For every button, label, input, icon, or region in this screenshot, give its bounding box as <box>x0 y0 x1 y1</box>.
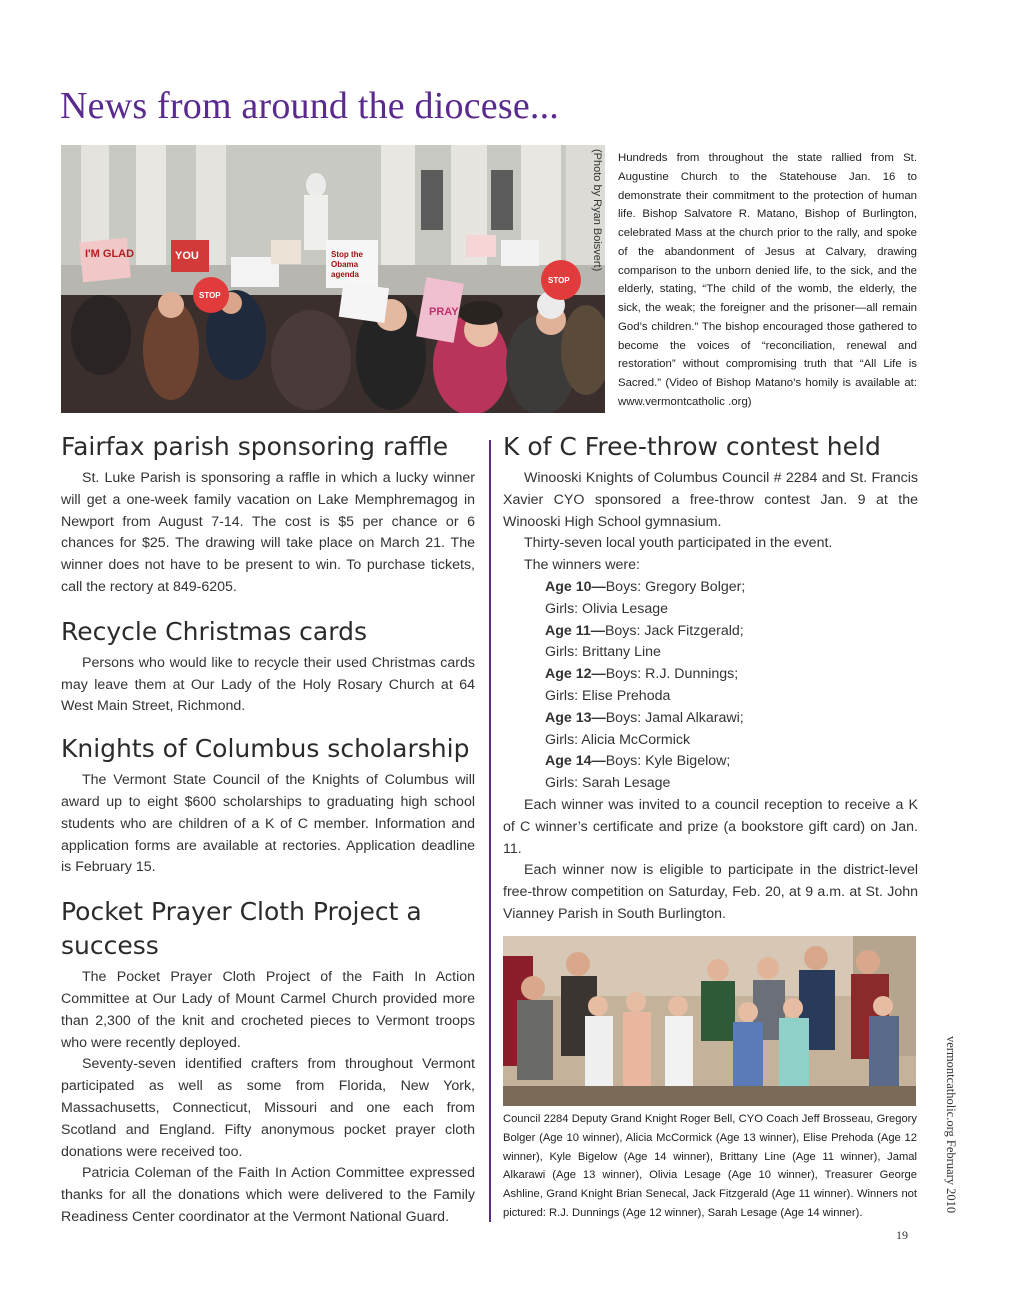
article-title: Fairfax parish sponsoring raffle <box>61 432 449 461</box>
article-title: Pocket Prayer Cloth Project a success <box>61 897 422 961</box>
svg-text:PRAY: PRAY <box>429 306 459 318</box>
article-recycle <box>61 615 475 718</box>
article-title: Knights of Columbus scholarship <box>61 734 470 764</box>
article-title: K of C Free-throw contest held <box>503 432 881 461</box>
winner-age: Age 11— <box>545 622 605 639</box>
column-divider <box>489 440 491 1222</box>
svg-text:agenda: agenda <box>331 270 360 279</box>
page-title: News from around the diocese... <box>60 85 559 127</box>
rally-photo <box>61 145 605 413</box>
winner-girls-line: Girls: Brittany Line <box>545 644 661 661</box>
article-paragraph: Winooski Knights of Columbus Council # 2284 and St. Francis Xavier CYO sponsored a free-throw contest Jan. 9 at the Winooski High School gymnasium. <box>503 470 918 530</box>
winner-boys: Boys: R.J. Dunnings; <box>605 666 739 683</box>
group-photo <box>503 936 916 1106</box>
sign-text-1: I'M GLAD <box>85 248 135 260</box>
winner-age: Age 12— <box>545 666 606 683</box>
rally-photo-illustration <box>61 145 605 413</box>
article-paragraph: Each winner now is eligible to participate in the district-level free-throw competition on Saturday, Feb. 20, at 9 a.m. at St. John Vianney Parish in South Burlington. <box>503 862 918 922</box>
page-number: 19 <box>896 1228 908 1242</box>
article-paragraph: Seventy-seven identified crafters from throughout Vermont participated as well as some from Florida, New York, Massachusetts, Connecticut, Missouri and one each from Scotland and England. Fifty anonymous pocket prayer cloth donations were received too. <box>61 1056 475 1160</box>
article-free-throw <box>503 430 918 926</box>
article-paragraph: Patricia Coleman of the Faith In Action Committee expressed thanks for all the donations which were delivered to the Family Readiness Center coordinator at the Vermont National Guard. <box>61 1165 475 1225</box>
article-body: St. Luke Parish is sponsoring a raffle in which a lucky winner will get a one-week family vacation on Lake Memphremagog in Newport from August 7-14. The cost is $5 per chance or 6 chances for $25. The drawing will take place on March 21. The winner does not have to be present to win. To purchase tickets, call the rectory at 849-6205. <box>61 470 475 595</box>
svg-text:STOP: STOP <box>199 291 221 300</box>
group-photo-illustration <box>503 936 916 1106</box>
winner-boys-line <box>503 708 918 730</box>
winner-boys-line <box>503 621 918 643</box>
article-scholarship <box>61 732 475 879</box>
winner-age: Age 14— <box>545 753 606 770</box>
winner-boys-line <box>503 577 918 599</box>
group-photo-caption: Council 2284 Deputy Grand Knight Roger Bell, CYO Coach Jeff Brosseau, Gregory Bolger (Age 10 winner), Alicia McCormick (Age 13 winner), Elise Prehoda (Age 12 winner), Kyle Bigelow (Age 14 winner), Brittany Line (Age 11 winner), Jamal Alkarawi (Age 13 winner), Olivia Lesage (Age 10 winner), Treasurer George Ashline, Grand Knight Brian Senecal, Jack Fitzgerald (Age 11 winner). Winners not pictured: R.J. Dunnings (Age 12 winner), Sarah Lesage (Age 14 winner). <box>503 1113 917 1219</box>
article-paragraph: Each winner was invited to a council reception to receive a K of C winner’s certificate and prize (a bookstore gift card) on Jan. 11. <box>503 796 918 857</box>
winner-boys: Boys: Jamal Alkarawi; <box>605 709 744 726</box>
article-body: The Vermont State Council of the Knights of Columbus will award up to eight $600 scholarships to graduating high school students who are children of a K of C member. Information and application forms are available at rectories. Application deadline is February 15. <box>61 772 475 876</box>
winner-boys: Boys: Gregory Bolger; <box>605 578 746 595</box>
winner-age: Age 13— <box>545 709 606 726</box>
winner-age: Age 10— <box>545 578 606 595</box>
rally-photo-caption: Hundreds from throughout the state rallied from St. Augustine Church to the Statehouse Jan. 16 to demonstrate their commitment to the protection of human life. Bishop Salvatore R. Matano, Bishop of Burlington, celebrated Mass at the church prior to the rally, and spoke of the abandonment of Jesus at Calvary, drawing comparison to the unborn denied life, to the sick, and the elderly, stating, “The child of the womb, the elderly, the sick, the weak; the foreigner and the prisoner—all remain God’s children.” The bishop encouraged those gathered to become the voices of “reconciliation, renewal and restoration” without compromising truth that “All Life is Sacred.” (Video of Bishop Matano’s homily is available at: www.vermontcatholic .org) <box>618 152 917 408</box>
winner-girls-line: Girls: Alicia McCormick <box>545 731 691 748</box>
svg-text:STOP: STOP <box>548 276 570 285</box>
winners-list <box>503 577 918 795</box>
winner-boys: Boys: Jack Fitzgerald; <box>604 622 744 639</box>
article-raffle <box>61 430 475 599</box>
winner-boys-line <box>503 664 918 686</box>
site-and-date: vermontcatholic.org February 2010 <box>944 1036 958 1214</box>
winner-girls-line: Girls: Olivia Lesage <box>545 600 669 617</box>
svg-text:Obama: Obama <box>331 260 359 269</box>
left-column <box>61 430 475 1229</box>
sign-text-2: YOU <box>175 250 199 262</box>
photo-credit: (Photo by Ryan Boisvert) <box>591 149 603 272</box>
article-prayer-cloth <box>61 895 475 1229</box>
winner-boys: Boys: Kyle Bigelow; <box>605 753 731 770</box>
winner-girls-line: Girls: Elise Prehoda <box>545 687 671 704</box>
article-paragraph: The winners were: <box>524 557 640 574</box>
article-title: Recycle Christmas cards <box>61 616 367 646</box>
article-paragraph: Thirty-seven local youth participated in the event. <box>524 535 833 552</box>
right-column <box>503 430 918 926</box>
article-paragraph: The Pocket Prayer Cloth Project of the Faith In Action Committee at Our Lady of Mount Carmel Church provided more than 2,300 of the knit and crocheted pieces to Vermont troops who were recently deployed. <box>61 969 475 1051</box>
svg-text:Stop the: Stop the <box>331 250 363 259</box>
winner-girls-line: Girls: Sarah Lesage <box>545 775 671 792</box>
winner-boys-line <box>503 751 918 773</box>
article-body: Persons who would like to recycle their used Christmas cards may leave them at Our Lady of the Holy Rosary Church at 64 West Main Street, Richmond. <box>61 654 475 715</box>
